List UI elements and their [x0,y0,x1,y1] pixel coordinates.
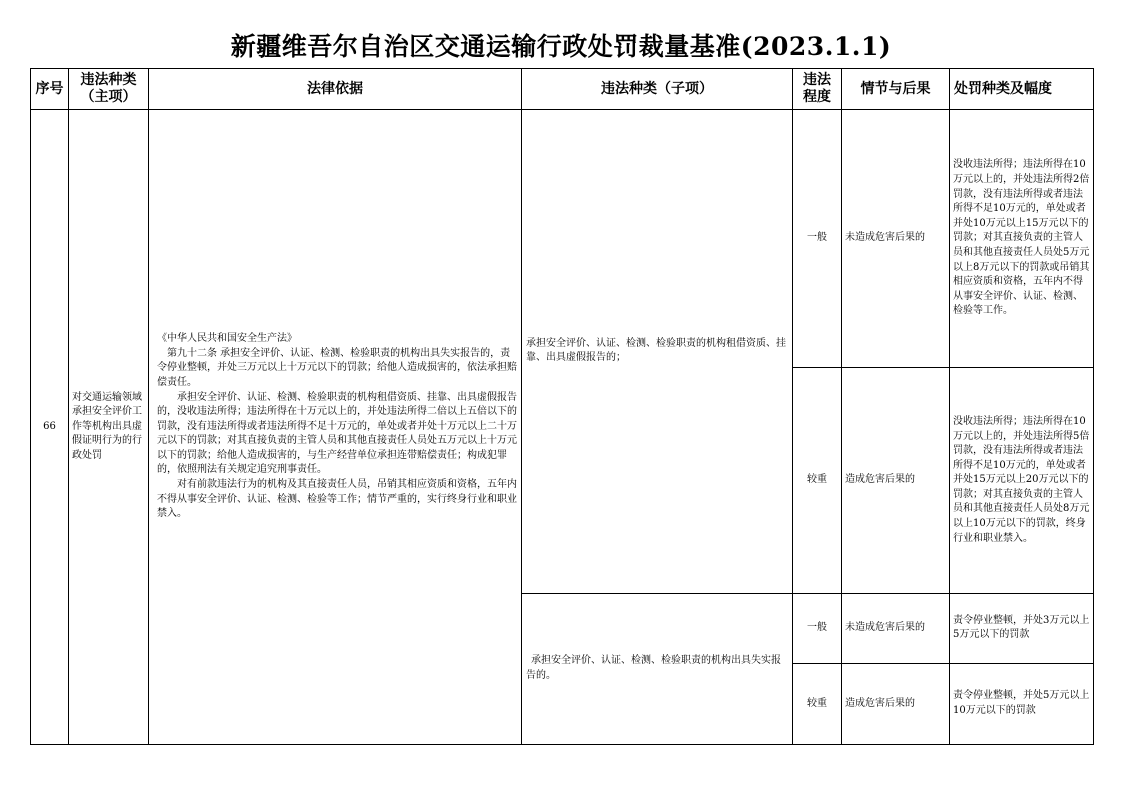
header-penalty: 处罚种类及幅度 [950,69,1094,110]
header-row [31,69,1094,110]
degree-cell: 较重 [793,663,842,744]
header-main-line2: （主项） [80,89,137,105]
circumstance-cell: 未造成危害后果的 [842,593,950,663]
law-paragraph-2: 承担安全评价、认证、检测、检验职责的机构租借资质、挂靠、出具虚假报告的，没收违法所得；违法所得在十万元以上的，并处违法所得二倍以上五倍以下的罚款，没有违法所得或者违法所得不足十万元的，单处或者并处十万元以上二十万元以下的罚款；对其直接负责的主管人员和其他直接责任人员处五万元以上十万元以下的罚款；给他人造成损害的，与生产经营单位承担连带赔偿责任；构成犯罪的，依照刑法有关规定追究刑事责任。 [157,391,517,476]
circumstance-cell: 造成危害后果的 [842,663,950,744]
header-main-line1: 违法种类 [80,72,137,88]
law-paragraph-1: 第九十二条 承担安全评价、认证、检测、检验职责的机构出具失实报告的，责令停业整顿，并处三万元以上十万元以下的罚款；给他人造成损害的，依法承担赔偿责任。 [157,347,517,388]
penalty-cell: 责令停业整顿，并处3万元以上5万元以下的罚款 [950,593,1094,663]
legal-basis-cell [149,110,522,745]
degree-cell: 一般 [793,110,842,368]
header-degree-line2: 程度 [803,89,831,105]
law-name: 《中华人民共和国安全生产法》 [157,333,297,345]
circumstance-cell: 未造成危害后果的 [842,110,950,368]
degree-cell: 一般 [793,593,842,663]
header-legal-basis: 法律依据 [149,69,522,110]
page-title: 新疆维吾尔自治区交通运输行政处罚裁量基准(2023.1.1) [230,32,892,61]
penalty-table [30,68,1094,745]
law-paragraph-3: 对有前款违法行为的机构及其直接责任人员，吊销其相应资质和资格，五年内不得从事安全评价、认证、检测、检验等工作；情节严重的，实行终身行业和职业禁入。 [157,479,517,520]
row-seq: 66 [31,110,69,745]
header-circumstance: 情节与后果 [842,69,950,110]
main-item-cell: 对交通运输领域承担安全评价工作等机构出具虚假证明行为的行政处罚 [69,110,149,745]
header-degree [793,69,842,110]
header-sub-item: 违法种类（子项） [522,69,793,110]
penalty-cell: 责令停业整顿，并处5万元以上10万元以下的罚款 [950,663,1094,744]
header-degree-line1: 违法 [803,72,831,88]
sub-item-cell: 承担安全评价、认证、检测、检验职责的机构租借资质、挂靠、出具虚假报告的； [522,110,793,594]
circumstance-cell: 造成危害后果的 [842,368,950,593]
penalty-cell: 没收违法所得；违法所得在10万元以上的，并处违法所得2倍罚款，没有违法所得或者违法所得不足10万元的，单处或者并处10万元以上15万元以下的罚款；对其直接负责的主管人员和其他直接责任人员处5万元以上8万元以下的罚款或吊销其相应资质和资格，五年内不得从事安全评价、认证、检测、检验等工作。 [950,110,1094,368]
header-seq: 序号 [31,69,69,110]
sub-item-cell: 承担安全评价、认证、检测、检验职责的机构出具失实报告的。 [522,593,793,744]
penalty-cell: 没收违法所得；违法所得在10万元以上的，并处违法所得5倍罚款，没有违法所得或者违法所得不足10万元的，单处或者并处15万元以上20万元以下的罚款；对其直接负责的主管人员和其他直接责任人员处8万元以上10万元以下的罚款，终身行业和职业禁入。 [950,368,1094,593]
table-row [31,110,1094,368]
degree-cell: 较重 [793,368,842,593]
header-main-item [69,69,149,110]
